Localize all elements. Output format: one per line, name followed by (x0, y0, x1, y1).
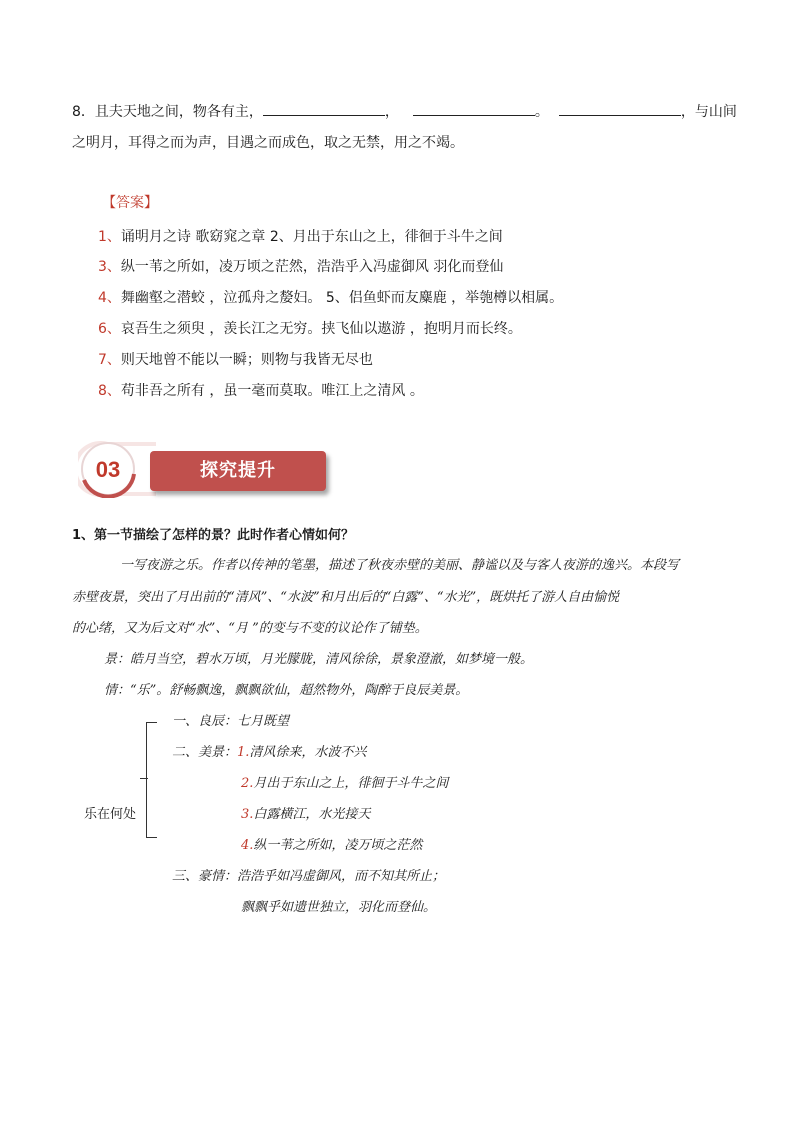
question-8-line-2: 之明月，耳得之而为声，目遇之而成色，取之无禁，用之不竭。 (72, 135, 464, 151)
q8-text-d: ，与山间 (680, 104, 737, 120)
outline-item-1: 一、良辰：七月既望 (172, 714, 290, 729)
scene-line: 景：皓月当空，碧水万顷，月光朦胧，清风徐徐，景象澄澈，如梦境一般。 (104, 652, 534, 667)
question-8-line-1 (72, 101, 737, 122)
outline-subitem-4: 4.纵一苇之所如，凌万顷之茫然 (241, 838, 423, 853)
q8-text-a: 8．且夫天地之间，物各有主， (72, 104, 263, 120)
answer-line-1: 1、诵明月之诗 歌窈窕之章 2、月出于东山之上，徘徊于斗牛之间 (98, 229, 503, 245)
fill-blank-3[interactable] (559, 101, 681, 116)
fill-blank-2[interactable] (413, 101, 535, 116)
outline-subitem-3: 3.白露横江，水光接天 (241, 807, 371, 822)
answer-line-6: 8、苟非吾之所有 ，虽一毫而莫取。唯江上之清风 。 (98, 383, 424, 399)
section-number-badge (78, 440, 158, 498)
paragraph-line-3: 的心绪，又为后文对“水”、“月 ”的变与不变的议论作了铺垫。 (72, 621, 428, 636)
question-1-title: 1、第一节描绘了怎样的景？此时作者心情如何？ (72, 528, 355, 543)
section-title-banner: 探究提升 (150, 451, 326, 491)
answer-line-2: 3、纵一苇之所如，凌万顷之茫然，浩浩乎入冯虚御风 羽化而登仙 (98, 259, 504, 275)
answer-heading: 【答案】 (102, 195, 158, 211)
emotion-line: 情：“乐”。舒畅飘逸，飘飘欲仙，超然物外，陶醉于良辰美景。 (104, 683, 469, 698)
answer-line-3: 4、舞幽壑之潜蛟 ，泣孤舟之嫠妇。 5、侣鱼虾而友麋鹿 ，举匏樽以相属。 (98, 290, 564, 306)
answer-line-4: 6、哀吾生之须臾 ，羡长江之无穷。挟飞仙以遨游 ，抱明月而长终。 (98, 321, 522, 337)
outline-brace-tick (140, 778, 148, 779)
outline-item-3: 三、豪情：浩浩乎如冯虚御风，而不知其所止； (172, 869, 446, 884)
outline-item-2: 二、美景：1.清风徐来，水波不兴 (172, 745, 367, 760)
outline-subitem-2: 2.月出于东山之上，徘徊于斗牛之间 (241, 776, 449, 791)
q8-text-c: 。 (534, 104, 549, 120)
section-number: 03 (95, 457, 121, 482)
outline-item-3-line-2: 飘飘乎如遗世独立，羽化而登仙。 (241, 900, 437, 915)
outline-brace (146, 722, 157, 838)
answer-line-5: 7、则天地曾不能以一瞬；则物与我皆无尽也 (98, 352, 373, 368)
paragraph-line-1: 一写夜游之乐。作者以传神的笔墨，描述了秋夜赤壁的美丽、静谧以及与客人夜游的逸兴。本段写 (120, 558, 680, 573)
fill-blank-1[interactable] (263, 101, 385, 116)
outline-root: 乐在何处 (84, 807, 137, 822)
paragraph-line-2: 赤壁夜景，突出了月出前的“清风”、“水波”和月出后的“白露”、“水光”，既烘托了游人自由愉悦 (72, 590, 620, 605)
q8-text-b: ， (384, 104, 399, 120)
